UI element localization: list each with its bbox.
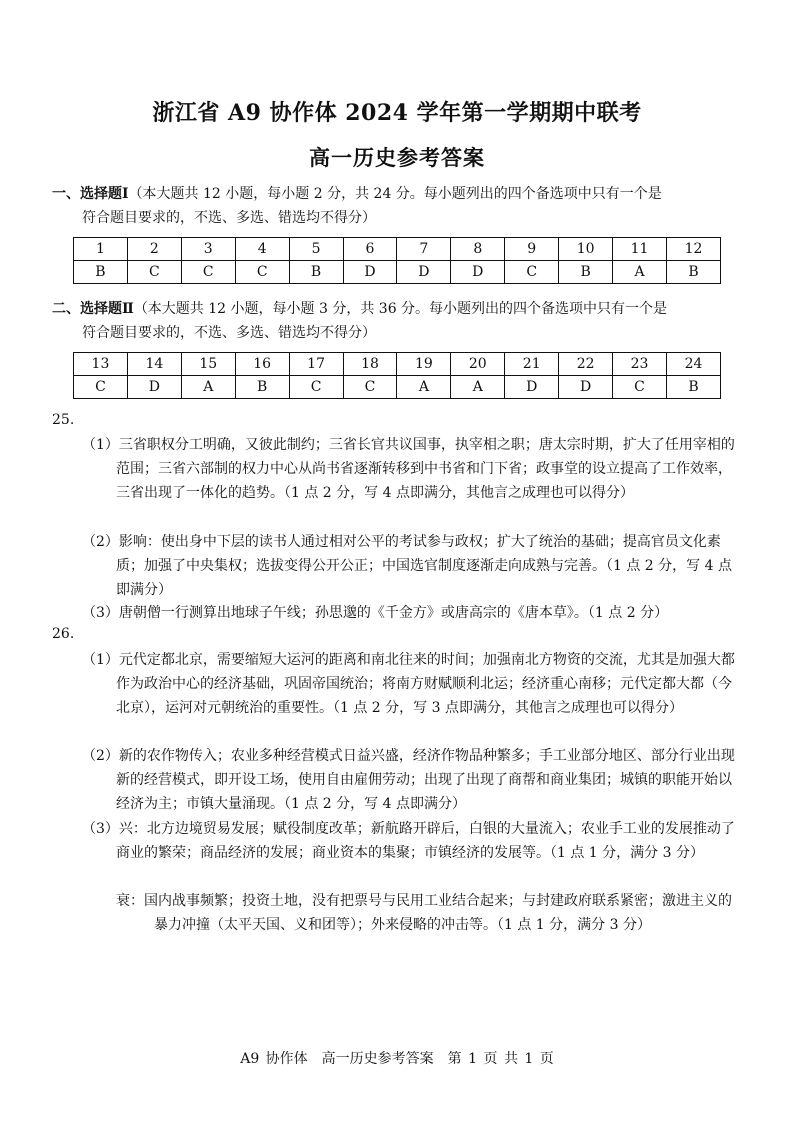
answer-cell: D (559, 376, 613, 399)
answer-cell: B (666, 261, 720, 284)
answer-cell: C (613, 376, 667, 399)
answer-cell: C (127, 261, 181, 284)
answer-cell: B (74, 261, 128, 284)
question-25-part3: （3）唐朝僧一行测算出地球子午线；孙思邈的《千金方》或唐高宗的《唐本草》。（1 点 2 分） (82, 605, 669, 621)
question-number-cell: 1 (74, 238, 128, 261)
question-number-cell: 23 (613, 353, 667, 376)
section1-description (52, 182, 752, 230)
question-number-cell: 19 (397, 353, 451, 376)
question-number-cell: 6 (343, 238, 397, 261)
question-number-cell: 10 (559, 238, 613, 261)
section2-description (52, 297, 752, 345)
answer-cell: B (235, 376, 289, 399)
question-25-part2: （2）影响：使出身中下层的读书人通过相对公平的考试参与政权；扩大了统治的基础；提高官员文化素质；加强了中央集权；选拔变得公开公正；中国选官制度逐渐走向成熟与完善。（1 点 2 分，写 4 点即满分） (82, 534, 732, 598)
question-number-cell: 15 (181, 353, 235, 376)
section2-number-row (74, 353, 721, 376)
section1-desc-line1: （本大题共 12 小题，每小题 2 分，共 24 分。每小题列出的四个备选项中只有一个是 (128, 186, 662, 202)
question-number-cell: 21 (505, 353, 559, 376)
answer-cell: A (451, 376, 505, 399)
question-number-cell: 24 (666, 353, 720, 376)
question-number-cell: 16 (235, 353, 289, 376)
answer-cell: B (559, 261, 613, 284)
answer-cell: C (505, 261, 559, 284)
answer-cell: C (74, 376, 128, 399)
question-number-cell: 8 (451, 238, 505, 261)
answer-cell: D (451, 261, 505, 284)
question-number-cell: 12 (666, 238, 720, 261)
question-25-number: 25. (52, 412, 75, 428)
answer-cell: C (343, 376, 397, 399)
answer-cell: A (397, 376, 451, 399)
section2-answer-row (74, 376, 721, 399)
question-number-cell: 11 (613, 238, 667, 261)
answer-cell: B (666, 376, 720, 399)
question-number-cell: 3 (181, 238, 235, 261)
section1-answer-row (74, 261, 721, 284)
question-number-cell: 5 (289, 238, 343, 261)
answer-key-subtitle: 高一历史参考答案 (309, 145, 485, 170)
section1-answer-table (73, 237, 721, 284)
answer-cell: D (343, 261, 397, 284)
answer-cell: C (181, 261, 235, 284)
exam-title: 浙江省 A9 协作体 2024 学年第一学期期中联考 (152, 100, 642, 126)
question-number-cell: 7 (397, 238, 451, 261)
question-26-part2: （2）新的农作物传入；农业多种经营模式日益兴盛，经济作物品种繁多；手工业部分地区、部分行业出现新的经营模式，即开设工场，使用自由雇佣劳动；出现了出现了商帮和商业集团；城镇的职能开始以经济为主；市镇大量涌现。（1 点 2 分，写 4 点即满分） (82, 748, 735, 812)
question-number-cell: 14 (127, 353, 181, 376)
section2-desc-line1: （本大题共 12 小题，每小题 3 分，共 36 分。每小题列出的四个备选项中只有一个是 (133, 301, 668, 317)
question-number-cell: 17 (289, 353, 343, 376)
section2-heading: 二、选择题Ⅱ (52, 301, 134, 317)
answer-cell: C (289, 376, 343, 399)
section2-answer-table (73, 352, 721, 399)
question-26-part3-decline: 衰：国内战事频繁；投资土地，没有把票号与民用工业结合起来；与封建政府联系紧密；激进主义的暴力冲撞（太平天国、义和团等）；外来侵略的冲击等。（1 点 1 分，满分 3 分） (116, 893, 732, 933)
question-number-cell: 4 (235, 238, 289, 261)
answer-cell: D (127, 376, 181, 399)
question-26-part1: （1）元代定都北京，需要缩短大运河的距离和南北往来的时间；加强南北方物资的交流，尤其是加强大都作为政治中心的经济基础，巩固帝国统治；将南方财赋顺利北运；经济重心南移；元代定都大都（今北京），运河对元朝统治的重要性。（1 点 2 分，写 3 点即满分，其他言之成理也可以得分） (82, 652, 735, 716)
section1-desc-line2: 符合题目要求的，不选、多选、错选均不得分） (82, 210, 376, 226)
section1-number-row (74, 238, 721, 261)
page-footer: A9 协作体 高一历史参考答案 第 1 页 共 1 页 (240, 1051, 554, 1067)
answer-cell: A (613, 261, 667, 284)
answer-cell: C (235, 261, 289, 284)
question-number-cell: 2 (127, 238, 181, 261)
answer-cell: D (505, 376, 559, 399)
question-26-part3: （3）兴：北方边境贸易发展；赋役制度改革；新航路开辟后，白银的大量流入；农业手工业的发展推动了商业的繁荣；商品经济的发展；商业资本的集聚；市镇经济的发展等。（1 点 1 分，满分 3 分） (82, 821, 735, 861)
section2-desc-line2: 符合题目要求的，不选、多选、错选均不得分） (82, 325, 376, 341)
question-number-cell: 20 (451, 353, 505, 376)
answer-cell: D (397, 261, 451, 284)
section1-heading: 一、选择题Ⅰ (52, 186, 129, 202)
answer-cell: B (289, 261, 343, 284)
question-number-cell: 22 (559, 353, 613, 376)
answer-cell: A (181, 376, 235, 399)
question-number-cell: 18 (343, 353, 397, 376)
question-number-cell: 13 (74, 353, 128, 376)
question-number-cell: 9 (505, 238, 559, 261)
question-25-part1: （1）三省职权分工明确，又彼此制约；三省长官共议国事，执宰相之职；唐太宗时期，扩大了任用宰相的范围；三省六部制的权力中心从尚书省逐渐转移到中书省和门下省；政事堂的设立提高了工作效率，三省出现了一体化的趋势。（1 点 2 分，写 4 点即满分，其他言之成理也可以得分） (82, 437, 735, 501)
question-26-number: 26. (52, 626, 75, 642)
